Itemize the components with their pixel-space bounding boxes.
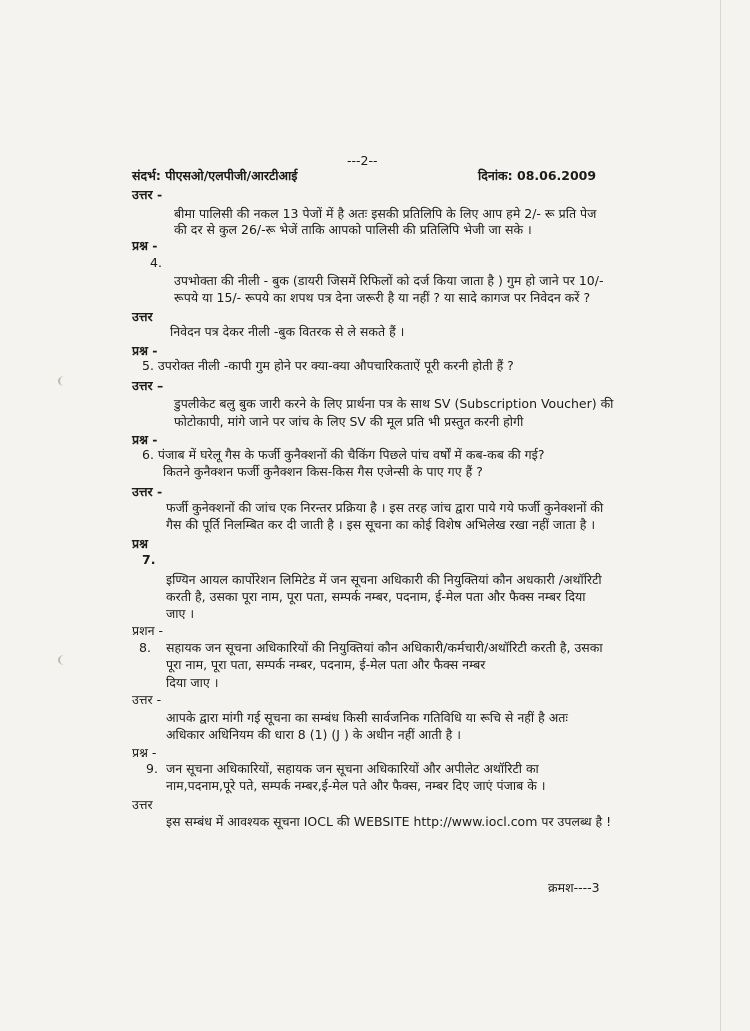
answer-6-line-1: फर्जी कुनेक्शनों की जांच एक निरन्तर प्रक्रिया है । इस तरह जांच द्वारा पाये गये फर्जी कुनेक्शनों की (166, 500, 604, 515)
question-label: प्रश्न (132, 536, 148, 551)
question-7-line-3: जाए । (166, 606, 195, 621)
question-6-line-1: 6. पंजाब में घरेलू गैस के फर्जी कुनैक्शनों की चैकिंग पिछले पांच वर्षों में कब-कब की गई? (142, 447, 545, 462)
question-7-line-2: करती है, उसका पूरा नाम, पूरा पता, सम्पर्क नम्बर, पदनाम, ई-मेल पता और फैक्स नम्बर दिया (166, 589, 586, 604)
answer-5-line-2: फोटोकापी, मांगे जाने पर जांच के लिए SV की मूल प्रति भी प्रस्तुत करनी होगी (174, 414, 524, 429)
punch-hole (58, 655, 70, 665)
answer-label: उत्तर (132, 797, 153, 812)
question-8-line-1: सहायक जन सूचना अधिकारियों की नियुक्तियां कौन अधिकारी/कर्मचारी/अथॉरिटी करती है, उसका (166, 640, 603, 655)
question-4-line-2: रूपये या 15/- रूपये का शपथ पत्र देना जरूरी है या नहीं ? या सादे कागज पर निवेदन करें ? (174, 290, 591, 305)
question-6-line-2: कितने कुनैक्शन फर्जी कुनैक्शन किस-किस गैस एजेन्सी के पाए गए हैं ? (163, 464, 483, 479)
answer-label: उत्तर – (132, 378, 164, 393)
punch-hole (58, 376, 70, 386)
answer-8-line-1: आपके द्वारा मांगी गई सूचना का सम्बंध किसी सार्वजनिक गतिविधि या रूचि से नहीं है अतः (166, 710, 568, 725)
answer-1-line-1: बीमा पालिसी की नकल 13 पेजों में है अतः इसकी प्रतिलिपि के लिए आप हमे 2/- रू प्रति पेज (174, 206, 597, 221)
answer-label: उत्तर - (132, 484, 163, 499)
answer-6-line-2: गैस की पूर्ति निलम्बित कर दी जाती है । इस सूचना का कोई विशेष अभिलेख रखा नहीं जाता है । (166, 517, 596, 532)
question-5-line-1: 5. उपरोक्त नीली -कापी गुम होने पर क्या-क्या औपचारिकताऐं पूरी करनी होती हैं ? (142, 358, 514, 373)
question-9-number: 9. (146, 761, 158, 776)
answer-1-line-2: की दर से कुल 26/-रू भेजें ताकि आपको पालिसी की प्रतिलिपि भेजी जा सके । (174, 222, 532, 237)
question-4-number: 4. (150, 255, 162, 270)
question-label: प्रश्न - (132, 432, 158, 447)
question-label: प्रश्न - (132, 745, 157, 760)
answer-label: उत्तर (132, 309, 153, 324)
question-8-line-2: पूरा नाम, पूरा पता, सम्पर्क नम्बर, पदनाम, ई-मेल पता और फैक्स नम्बर (166, 657, 486, 672)
answer-9-line-1: इस सम्बंध में आवश्यक सूचना IOCL की WEBSITE http://www.iocl.com पर उपलब्ध है ! (166, 814, 612, 829)
page-marker: ---2-- (347, 153, 378, 168)
question-9-line-2: नाम,पदनाम,पूरे पते, सम्पर्क नम्बर,ई-मेल पते और फैक्स, नम्बर दिए जाएं पंजाब के । (166, 778, 546, 793)
question-8-number: 8. (139, 640, 151, 655)
question-7-number: 7. (142, 552, 156, 567)
question-label: प्रश्न - (132, 343, 158, 358)
date-line: दिनांक: 08.06.2009 (478, 168, 597, 183)
question-label: प्रशन - (132, 623, 164, 638)
answer-label: उत्तर - (132, 692, 162, 707)
reference-line: संदर्भ: पीएसओ/एलपीजी/आरटीआई (132, 168, 298, 183)
question-label: प्रश्न - (132, 238, 158, 253)
answer-label: उत्तर - (132, 187, 163, 202)
page-edge (720, 0, 721, 1031)
answer-5-line-1: डुपलीकेट बलु बुक जारी करने के लिए प्रार्थना पत्र के साथ SV (Subscription Voucher) की (174, 396, 614, 411)
answer-4-line-1: निवेदन पत्र देकर नीली -बुक वितरक से ले सकते हैं । (170, 324, 405, 339)
question-9-line-1: जन सूचना अधिकारियों, सहायक जन सूचना अधिकारियों और अपीलेट अथॉरिटी का (166, 761, 539, 776)
continued-marker: क्रमश----3 (548, 880, 600, 895)
answer-8-line-2: अधिकार अधिनियम की धारा 8 (1) (J ) के अधीन नहीं आती है । (166, 727, 462, 742)
question-4-line-1: उपभोक्ता की नीली - बुक (डायरी जिसमें रिफिलों को दर्ज किया जाता है ) गुम हो जाने पर 10/- (174, 273, 604, 288)
question-7-line-1: इण्यिन आयल कार्पोरेशन लिमिटेड में जन सूचना अधिकारी की नियुक्तियां कौन अधकारी /अथॉरिटी (166, 572, 602, 587)
question-8-line-3: दिया जाए । (166, 675, 219, 690)
